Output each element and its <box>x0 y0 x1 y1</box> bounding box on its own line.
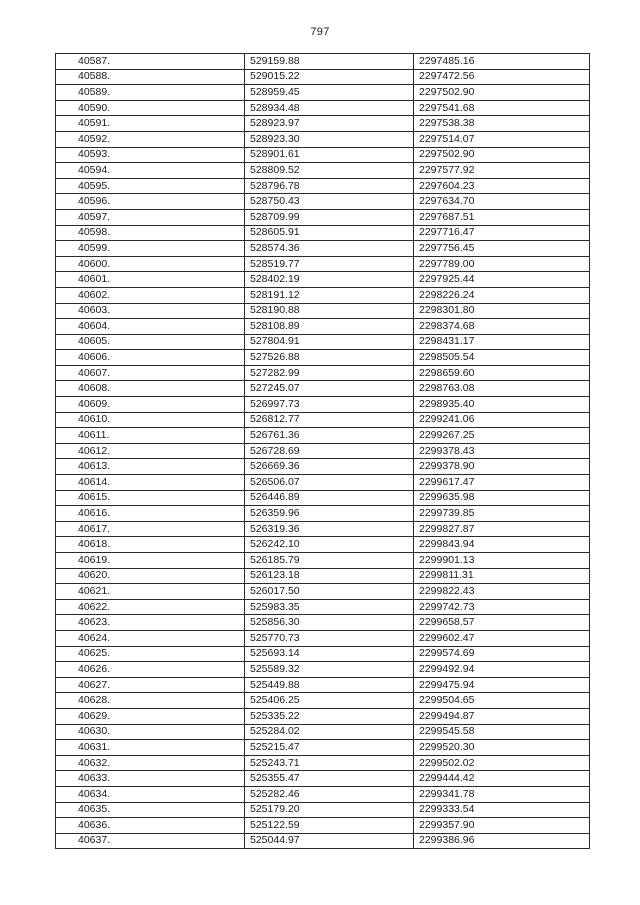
y-coordinate-cell: 2297502.90 <box>414 147 590 163</box>
table-row <box>56 303 590 319</box>
y-coordinate-cell: 2299475.94 <box>414 677 590 693</box>
y-coordinate-cell: 2298659.60 <box>414 365 590 381</box>
y-coordinate-cell: 2299739.85 <box>414 506 590 522</box>
y-coordinate-cell: 2297514.07 <box>414 131 590 147</box>
x-coordinate-cell: 526728.69 <box>245 443 414 459</box>
point-id-cell: 40626. <box>56 662 245 678</box>
y-coordinate-cell: 2298505.54 <box>414 350 590 366</box>
table-row <box>56 443 590 459</box>
table-row <box>56 54 590 70</box>
table-row <box>56 287 590 303</box>
table-row <box>56 818 590 834</box>
x-coordinate-cell: 527804.91 <box>245 334 414 350</box>
y-coordinate-cell: 2298226.24 <box>414 287 590 303</box>
table-row <box>56 599 590 615</box>
y-coordinate-cell: 2297541.68 <box>414 100 590 116</box>
x-coordinate-cell: 529159.88 <box>245 54 414 70</box>
point-id-cell: 40625. <box>56 646 245 662</box>
point-id-cell: 40622. <box>56 599 245 615</box>
table-row <box>56 319 590 335</box>
table-row <box>56 521 590 537</box>
table-row <box>56 241 590 257</box>
y-coordinate-cell: 2298301.80 <box>414 303 590 319</box>
table-row <box>56 412 590 428</box>
x-coordinate-cell: 526761.36 <box>245 428 414 444</box>
point-id-cell: 40634. <box>56 786 245 802</box>
point-id-cell: 40590. <box>56 100 245 116</box>
point-id-cell: 40608. <box>56 381 245 397</box>
table-row <box>56 506 590 522</box>
point-id-cell: 40629. <box>56 708 245 724</box>
y-coordinate-cell: 2299822.43 <box>414 584 590 600</box>
table-row <box>56 490 590 506</box>
point-id-cell: 40610. <box>56 412 245 428</box>
x-coordinate-cell: 528923.97 <box>245 116 414 132</box>
x-coordinate-cell: 525243.71 <box>245 755 414 771</box>
x-coordinate-cell: 528709.99 <box>245 209 414 225</box>
table-row <box>56 740 590 756</box>
y-coordinate-cell: 2299444.42 <box>414 771 590 787</box>
y-coordinate-cell: 2299494.87 <box>414 708 590 724</box>
table-row <box>56 553 590 569</box>
x-coordinate-cell: 528901.61 <box>245 147 414 163</box>
table-row <box>56 256 590 272</box>
y-coordinate-cell: 2299827.87 <box>414 521 590 537</box>
y-coordinate-cell: 2298935.40 <box>414 397 590 413</box>
y-coordinate-cell: 2297687.51 <box>414 209 590 225</box>
table-row <box>56 225 590 241</box>
x-coordinate-cell: 526446.89 <box>245 490 414 506</box>
y-coordinate-cell: 2299635.98 <box>414 490 590 506</box>
table-row <box>56 475 590 491</box>
x-coordinate-cell: 527245.07 <box>245 381 414 397</box>
point-id-cell: 40615. <box>56 490 245 506</box>
point-id-cell: 40587. <box>56 54 245 70</box>
x-coordinate-cell: 525406.25 <box>245 693 414 709</box>
point-id-cell: 40606. <box>56 350 245 366</box>
y-coordinate-cell: 2297502.90 <box>414 85 590 101</box>
x-coordinate-cell: 528750.43 <box>245 194 414 210</box>
table-row <box>56 459 590 475</box>
y-coordinate-cell: 2299378.43 <box>414 443 590 459</box>
page-number: 797 <box>310 26 330 38</box>
coordinates-table-body <box>56 54 590 849</box>
x-coordinate-cell: 525449.88 <box>245 677 414 693</box>
x-coordinate-cell: 526669.36 <box>245 459 414 475</box>
y-coordinate-cell: 2299574.69 <box>414 646 590 662</box>
x-coordinate-cell: 528190.88 <box>245 303 414 319</box>
table-row <box>56 163 590 179</box>
x-coordinate-cell: 525770.73 <box>245 630 414 646</box>
table-row <box>56 630 590 646</box>
y-coordinate-cell: 2297485.16 <box>414 54 590 70</box>
point-id-cell: 40617. <box>56 521 245 537</box>
table-row <box>56 662 590 678</box>
point-id-cell: 40612. <box>56 443 245 459</box>
table-row <box>56 771 590 787</box>
point-id-cell: 40597. <box>56 209 245 225</box>
table-row <box>56 708 590 724</box>
x-coordinate-cell: 528402.19 <box>245 272 414 288</box>
x-coordinate-cell: 528934.48 <box>245 100 414 116</box>
table-row <box>56 209 590 225</box>
point-id-cell: 40630. <box>56 724 245 740</box>
y-coordinate-cell: 2299357.90 <box>414 818 590 834</box>
x-coordinate-cell: 526242.10 <box>245 537 414 553</box>
y-coordinate-cell: 2299492.94 <box>414 662 590 678</box>
point-id-cell: 40596. <box>56 194 245 210</box>
y-coordinate-cell: 2299658.57 <box>414 615 590 631</box>
table-row <box>56 755 590 771</box>
table-row <box>56 568 590 584</box>
table-row <box>56 833 590 849</box>
table-row <box>56 100 590 116</box>
x-coordinate-cell: 525282.46 <box>245 786 414 802</box>
y-coordinate-cell: 2299504.65 <box>414 693 590 709</box>
point-id-cell: 40632. <box>56 755 245 771</box>
x-coordinate-cell: 526319.36 <box>245 521 414 537</box>
x-coordinate-cell: 525693.14 <box>245 646 414 662</box>
y-coordinate-cell: 2299901.13 <box>414 553 590 569</box>
coordinates-table <box>55 53 590 849</box>
point-id-cell: 40609. <box>56 397 245 413</box>
table-row <box>56 365 590 381</box>
point-id-cell: 40627. <box>56 677 245 693</box>
y-coordinate-cell: 2299811.31 <box>414 568 590 584</box>
table-row <box>56 178 590 194</box>
point-id-cell: 40635. <box>56 802 245 818</box>
table-row <box>56 537 590 553</box>
y-coordinate-cell: 2299520.30 <box>414 740 590 756</box>
y-coordinate-cell: 2299378.90 <box>414 459 590 475</box>
table-row <box>56 69 590 85</box>
point-id-cell: 40601. <box>56 272 245 288</box>
table-row <box>56 677 590 693</box>
y-coordinate-cell: 2299341.78 <box>414 786 590 802</box>
y-coordinate-cell: 2297789.00 <box>414 256 590 272</box>
x-coordinate-cell: 528108.89 <box>245 319 414 335</box>
point-id-cell: 40637. <box>56 833 245 849</box>
y-coordinate-cell: 2299617.47 <box>414 475 590 491</box>
point-id-cell: 40633. <box>56 771 245 787</box>
x-coordinate-cell: 526017.50 <box>245 584 414 600</box>
point-id-cell: 40594. <box>56 163 245 179</box>
table-row <box>56 786 590 802</box>
x-coordinate-cell: 526359.96 <box>245 506 414 522</box>
x-coordinate-cell: 528959.45 <box>245 85 414 101</box>
table-row <box>56 85 590 101</box>
table-row <box>56 615 590 631</box>
x-coordinate-cell: 526185.79 <box>245 553 414 569</box>
x-coordinate-cell: 526812.77 <box>245 412 414 428</box>
x-coordinate-cell: 528191.12 <box>245 287 414 303</box>
x-coordinate-cell: 525179.20 <box>245 802 414 818</box>
y-coordinate-cell: 2297756.45 <box>414 241 590 257</box>
y-coordinate-cell: 2299333.54 <box>414 802 590 818</box>
x-coordinate-cell: 526506.07 <box>245 475 414 491</box>
x-coordinate-cell: 525044.97 <box>245 833 414 849</box>
y-coordinate-cell: 2297577.92 <box>414 163 590 179</box>
y-coordinate-cell: 2299502.02 <box>414 755 590 771</box>
point-id-cell: 40592. <box>56 131 245 147</box>
table-row <box>56 397 590 413</box>
point-id-cell: 40631. <box>56 740 245 756</box>
table-row <box>56 334 590 350</box>
table-row <box>56 272 590 288</box>
point-id-cell: 40605. <box>56 334 245 350</box>
y-coordinate-cell: 2298431.17 <box>414 334 590 350</box>
point-id-cell: 40636. <box>56 818 245 834</box>
point-id-cell: 40628. <box>56 693 245 709</box>
x-coordinate-cell: 525355.47 <box>245 771 414 787</box>
point-id-cell: 40611. <box>56 428 245 444</box>
table-row <box>56 147 590 163</box>
x-coordinate-cell: 525122.59 <box>245 818 414 834</box>
y-coordinate-cell: 2299545.58 <box>414 724 590 740</box>
y-coordinate-cell: 2297925.44 <box>414 272 590 288</box>
y-coordinate-cell: 2299843.94 <box>414 537 590 553</box>
x-coordinate-cell: 527282.99 <box>245 365 414 381</box>
x-coordinate-cell: 525983.35 <box>245 599 414 615</box>
x-coordinate-cell: 528809.52 <box>245 163 414 179</box>
y-coordinate-cell: 2299267.25 <box>414 428 590 444</box>
x-coordinate-cell: 527526.88 <box>245 350 414 366</box>
x-coordinate-cell: 528796.78 <box>245 178 414 194</box>
table-row <box>56 116 590 132</box>
x-coordinate-cell: 525589.32 <box>245 662 414 678</box>
x-coordinate-cell: 528605.91 <box>245 225 414 241</box>
point-id-cell: 40613. <box>56 459 245 475</box>
point-id-cell: 40616. <box>56 506 245 522</box>
point-id-cell: 40588. <box>56 69 245 85</box>
x-coordinate-cell: 526123.18 <box>245 568 414 584</box>
x-coordinate-cell: 525284.02 <box>245 724 414 740</box>
point-id-cell: 40591. <box>56 116 245 132</box>
table-row <box>56 802 590 818</box>
y-coordinate-cell: 2297538.38 <box>414 116 590 132</box>
point-id-cell: 40600. <box>56 256 245 272</box>
x-coordinate-cell: 529015.22 <box>245 69 414 85</box>
y-coordinate-cell: 2298374.68 <box>414 319 590 335</box>
point-id-cell: 40593. <box>56 147 245 163</box>
table-row <box>56 131 590 147</box>
point-id-cell: 40604. <box>56 319 245 335</box>
point-id-cell: 40598. <box>56 225 245 241</box>
point-id-cell: 40589. <box>56 85 245 101</box>
table-row <box>56 428 590 444</box>
table-row <box>56 724 590 740</box>
table-row <box>56 350 590 366</box>
x-coordinate-cell: 526997.73 <box>245 397 414 413</box>
table-row <box>56 584 590 600</box>
point-id-cell: 40603. <box>56 303 245 319</box>
x-coordinate-cell: 525335.22 <box>245 708 414 724</box>
point-id-cell: 40621. <box>56 584 245 600</box>
x-coordinate-cell: 528519.77 <box>245 256 414 272</box>
y-coordinate-cell: 2297604.23 <box>414 178 590 194</box>
table-row <box>56 646 590 662</box>
y-coordinate-cell: 2299602.47 <box>414 630 590 646</box>
table-row <box>56 693 590 709</box>
point-id-cell: 40620. <box>56 568 245 584</box>
x-coordinate-cell: 525856.30 <box>245 615 414 631</box>
y-coordinate-cell: 2297634.70 <box>414 194 590 210</box>
x-coordinate-cell: 528574.36 <box>245 241 414 257</box>
point-id-cell: 40595. <box>56 178 245 194</box>
x-coordinate-cell: 525215.47 <box>245 740 414 756</box>
point-id-cell: 40599. <box>56 241 245 257</box>
point-id-cell: 40619. <box>56 553 245 569</box>
y-coordinate-cell: 2299386.96 <box>414 833 590 849</box>
point-id-cell: 40602. <box>56 287 245 303</box>
point-id-cell: 40614. <box>56 475 245 491</box>
table-row <box>56 194 590 210</box>
y-coordinate-cell: 2297472.56 <box>414 69 590 85</box>
y-coordinate-cell: 2297716.47 <box>414 225 590 241</box>
y-coordinate-cell: 2298763.08 <box>414 381 590 397</box>
x-coordinate-cell: 528923.30 <box>245 131 414 147</box>
y-coordinate-cell: 2299241.06 <box>414 412 590 428</box>
point-id-cell: 40624. <box>56 630 245 646</box>
table-row <box>56 381 590 397</box>
point-id-cell: 40618. <box>56 537 245 553</box>
point-id-cell: 40607. <box>56 365 245 381</box>
point-id-cell: 40623. <box>56 615 245 631</box>
y-coordinate-cell: 2299742.73 <box>414 599 590 615</box>
